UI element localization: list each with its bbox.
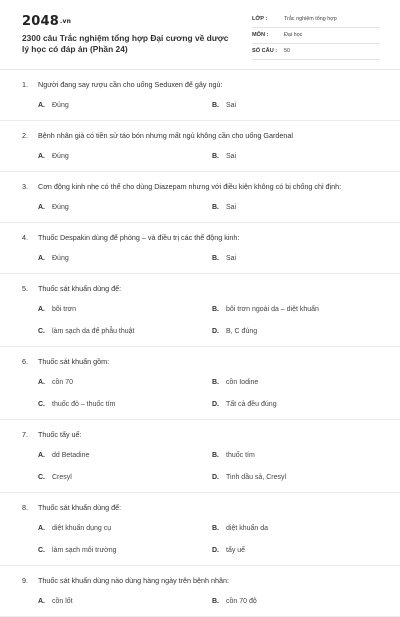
question-block [0,223,400,274]
answer-option[interactable] [212,204,236,211]
option-letter: C. [38,474,45,481]
option-text: Đúng [52,102,69,109]
document-header [0,0,400,70]
question-text: Cơn động kinh nhẹ có thể cho dùng Diazepam nhưng với điều kiện không có bị chống chỉ định: [38,182,342,191]
option-text: Sai [226,153,237,160]
option-letter: C. [38,547,45,554]
answer-option[interactable] [212,379,258,386]
answer-option[interactable] [38,153,69,160]
answer-option[interactable] [212,598,257,605]
option-row [0,200,400,222]
option-text: dd Betadine [52,452,90,459]
question-number: 6. [22,357,28,366]
answer-option[interactable] [212,102,236,109]
option-text: cồn lốt [52,598,73,605]
answer-option[interactable] [212,255,236,262]
answer-option[interactable] [38,598,73,605]
question-text: Bệnh nhân già có tiền sử táo bón nhưng mất ngủ không cần cho uống Gardenal [38,131,293,140]
option-text: Tất cả đều đúng [226,401,277,408]
question-text: Thuốc Despakin dùng để phòng – và điều trị các thể động kinh: [38,233,240,242]
option-letter: B. [212,153,219,160]
option-text: thuốc tím [226,452,255,459]
option-letter: A. [38,452,45,459]
meta-row-count [252,47,380,60]
question-number: 2. [22,131,28,140]
question-number: 7. [22,430,28,439]
answer-option[interactable] [38,525,111,532]
logo-text: 2048 [22,14,59,29]
meta-key: MÔN : [252,32,269,38]
option-text: tẩy uế [226,547,246,554]
option-text: bôi trơn ngoài da – diệt khuẩn [226,306,319,313]
option-row [0,375,400,397]
option-text: diệt khuẩn da [226,525,269,532]
meta-row-class [252,15,380,28]
option-text: Tinh dầu sả, Cresyl [226,474,287,481]
option-letter: B. [212,102,219,109]
answer-option[interactable] [38,204,69,211]
option-letter: B. [212,525,219,532]
meta-key: SỐ CÂU : [252,48,278,54]
option-letter: D. [212,328,219,335]
answer-option[interactable] [212,306,319,313]
answer-option[interactable] [38,379,73,386]
option-row [0,594,400,616]
option-text: cồn 70 [52,379,74,386]
option-letter: A. [38,379,45,386]
option-letter: A. [38,525,45,532]
option-row [0,543,400,565]
question-number: 1. [22,80,28,89]
meta-value: Đại học [284,32,303,38]
option-text: B, C đúng [226,328,258,335]
option-row [0,470,400,492]
answer-option[interactable] [38,474,72,481]
option-text: Sai [226,204,237,211]
question-text: Thuốc sát khuẩn dùng nào dùng hàng ngày trên bệnh nhân: [38,576,230,585]
answer-option[interactable] [212,474,286,481]
question-text: Thuốc sát khuẩn gồm: [38,357,110,366]
option-letter: B. [212,598,219,605]
option-text: Đúng [52,255,69,262]
answer-option[interactable] [38,452,89,459]
option-letter: A. [38,306,45,313]
question-block [0,70,400,121]
question-block [0,347,400,420]
option-row [0,397,400,419]
option-text: Cresyl [52,474,72,481]
option-text: thuốc đỏ – thuốc tím [52,401,116,408]
question-number: 9. [22,576,28,585]
option-letter: A. [38,255,45,262]
option-text: Đúng [52,204,69,211]
question-text: Thuốc tẩy uế: [38,430,82,439]
option-row [0,448,400,470]
option-text: Sai [226,255,237,262]
option-row [0,98,400,120]
option-row [0,149,400,171]
answer-option[interactable] [212,153,236,160]
option-letter: D. [212,547,219,554]
answer-option[interactable] [212,525,268,532]
question-block [0,420,400,493]
option-letter: B. [212,452,219,459]
option-text: bôi trơn [52,306,77,313]
question-block [0,493,400,566]
question-number: 8. [22,503,28,512]
option-letter: B. [212,379,219,386]
document-title: 2300 câu Trắc nghiệm tổng hợp Đại cương về dược lý học có đáp án (Phần 24) [22,33,229,54]
answer-option[interactable] [38,306,76,313]
answer-option[interactable] [38,255,69,262]
question-list [0,70,400,617]
question-number: 4. [22,233,28,242]
option-letter: C. [38,328,45,335]
option-letter: D. [212,474,219,481]
option-row [0,302,400,324]
option-letter: A. [38,598,45,605]
logo-suffix: .vn [59,18,72,25]
answer-option[interactable] [38,328,135,335]
answer-option[interactable] [212,328,257,335]
option-letter: A. [38,102,45,109]
option-letter: A. [38,153,45,160]
option-row [0,251,400,273]
option-letter: D. [212,401,219,408]
option-text: diệt khuẩn dụng cụ [52,525,112,532]
question-text: Thuốc sát khuẩn dùng để: [38,284,122,293]
option-text: làm sạch môi trường [52,547,117,554]
question-block [0,566,400,617]
option-text: làm sạch da để phẫu thuật [52,328,135,335]
question-number: 5. [22,284,28,293]
meta-value: Trắc nghiệm tổng hợp [284,16,337,22]
answer-option[interactable] [212,547,245,554]
meta-panel [252,15,380,63]
answer-option[interactable] [38,102,69,109]
option-letter: A. [38,204,45,211]
option-text: cồn Iodine [226,379,259,386]
site-logo[interactable] [22,14,71,29]
meta-value: 50 [284,48,290,54]
question-text: Người đang say rượu cần cho uống Seduxen để gây ngủ: [38,80,223,89]
answer-option[interactable] [212,401,277,408]
answer-option[interactable] [38,547,117,554]
option-text: Sai [226,102,237,109]
option-text: cồn 70 độ [226,598,257,605]
option-letter: B. [212,204,219,211]
question-text: Thuốc sát khuẩn dùng để: [38,503,122,512]
option-row [0,521,400,543]
option-text: Đúng [52,153,69,160]
meta-key: LỚP : [252,16,268,22]
question-block [0,121,400,172]
option-row [0,324,400,346]
question-block [0,274,400,347]
question-number: 3. [22,182,28,191]
answer-option[interactable] [38,401,115,408]
question-block [0,172,400,223]
option-letter: B. [212,306,219,313]
answer-option[interactable] [212,452,255,459]
meta-row-subject [252,31,380,44]
option-letter: B. [212,255,219,262]
option-letter: C. [38,401,45,408]
